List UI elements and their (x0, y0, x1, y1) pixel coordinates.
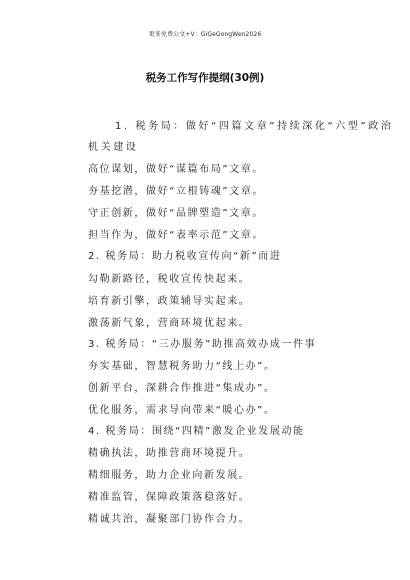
document-title: 税务工作写作提纲(30例) (145, 72, 265, 84)
outline-item: 创新平台，深耕合作推进“集成办”。 (88, 383, 276, 394)
outline-item: 精细服务，助力企业向新发展。 (88, 470, 251, 481)
outline-item: 优化服务，需求导向带来“暖心办”。 (88, 405, 276, 416)
outline-item: 激荡新气象，营商环境优起来。 (88, 318, 251, 329)
header-note: 更多免费公文+V：GiGeGongWen2026 (148, 31, 262, 38)
outline-item: 夯基挖潜，做好“立根铸魂”文章。 (88, 186, 264, 197)
outline-item-heading: 4. 税务局：围绕“四精”激发企业发展动能 (88, 426, 305, 437)
outline-item-heading: 2. 税务局：助力税收宣传向“新”而进 (88, 251, 282, 262)
outline-item: 精准监管，保障政策落稳落好。 (88, 492, 251, 503)
outline-item: 夯实基础，智慧税务助力“线上办”。 (88, 361, 276, 372)
outline-item: 精诚共治，凝聚部门协作合力。 (88, 514, 251, 525)
outline-item: 担当作为，做好“表率示范”文章。 (88, 230, 264, 241)
outline-item: 培育新引擎，政策辅导实起来。 (88, 296, 251, 307)
outline-item-heading: 3. 税务局：“三办服务”助推高效办成一件事 (88, 339, 317, 350)
outline-item: 精确执法，助推营商环境提升。 (88, 448, 251, 459)
outline-item: 守正创新，做好“品牌塑造”文章。 (88, 208, 264, 219)
outline-item: 勾勒新路径，税收宣传快起来。 (88, 274, 251, 285)
outline-item: 高位谋划，做好“谋篇布局”文章。 (88, 164, 264, 175)
outline-item-heading-continued: 机关建设 (88, 142, 139, 153)
outline-item-heading: 1. 税务局：做好“四篇文章”持续深化“六型”政治 (115, 121, 394, 132)
